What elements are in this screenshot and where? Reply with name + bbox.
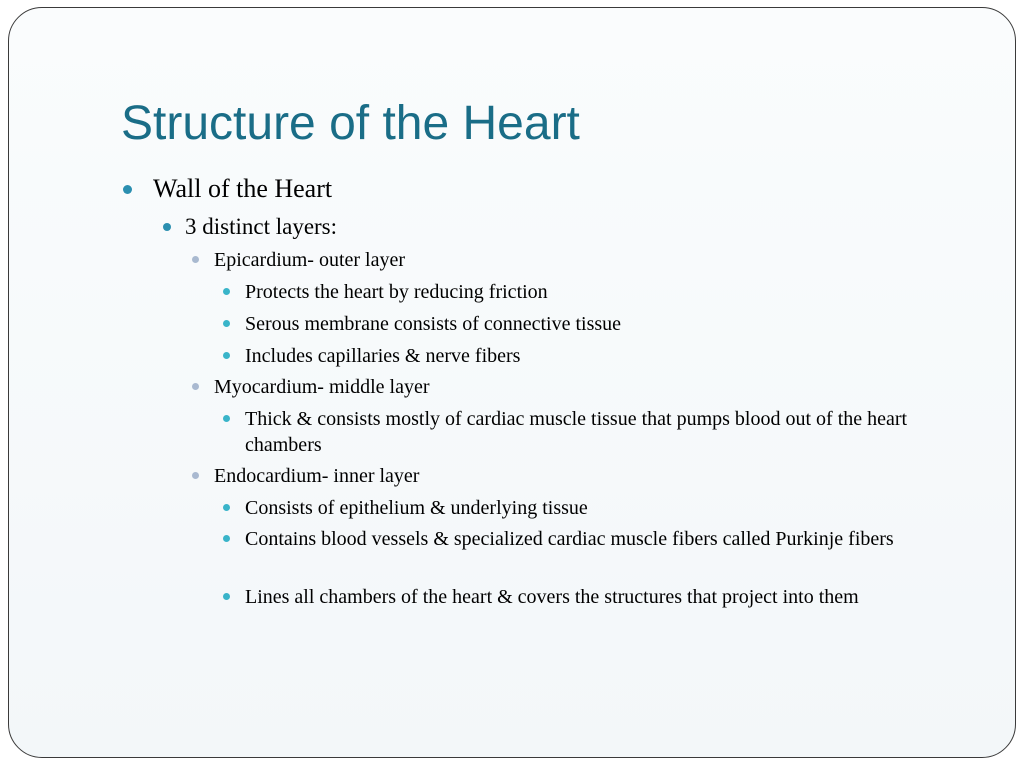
bullet-endocardium-epithelium <box>245 495 975 521</box>
bullet-text: Consists of epithelium & underlying tissue <box>245 497 588 519</box>
bullet-endocardium <box>214 463 419 489</box>
bullet-epicardium <box>214 247 405 273</box>
bullet-text: Includes capillaries & nerve fibers <box>245 345 521 367</box>
bullet-text: Contains blood vessels & specialized cardiac muscle fibers called Purkinje fibers <box>245 528 894 550</box>
bullet-dot-icon <box>223 415 230 422</box>
bullet-myocardium <box>214 374 430 400</box>
bullet-epicardium-friction <box>245 279 975 305</box>
bullet-myocardium-muscle <box>245 406 975 458</box>
slide-title: Structure of the Heart <box>121 97 580 150</box>
bullet-endocardium-purkinje <box>245 526 975 552</box>
bullet-dot-icon <box>223 352 230 359</box>
bullet-dot-icon <box>192 383 199 390</box>
bullet-dot-icon <box>223 535 230 542</box>
bullet-wall-of-heart <box>153 174 332 204</box>
bullet-text: Wall of the Heart <box>153 174 333 203</box>
bullet-dot-icon <box>192 472 199 479</box>
bullet-text: 3 distinct layers: <box>185 214 338 239</box>
bullet-epicardium-serous <box>245 311 975 337</box>
bullet-text: Protects the heart by reducing friction <box>245 281 548 303</box>
bullet-text: Myocardium- middle layer <box>214 376 430 398</box>
bullet-distinct-layers <box>185 213 337 241</box>
bullet-text: Thick & consists mostly of cardiac muscle tissue that pumps blood out of the heart chambers <box>245 408 908 456</box>
bullet-endocardium-chambers <box>245 584 975 610</box>
bullet-text: Serous membrane consists of connective tissue <box>245 313 622 335</box>
bullet-text: Endocardium- inner layer <box>214 465 420 487</box>
bullet-text: Lines all chambers of the heart & covers the structures that project into them <box>245 586 859 608</box>
bullet-dot-icon <box>123 185 132 194</box>
bullet-dot-icon <box>163 223 171 231</box>
bullet-dot-icon <box>223 288 230 295</box>
bullet-dot-icon <box>192 256 199 263</box>
bullet-dot-icon <box>223 504 230 511</box>
bullet-text: Epicardium- outer layer <box>214 249 406 271</box>
bullet-epicardium-capillaries <box>245 343 975 369</box>
bullet-dot-icon <box>223 320 230 327</box>
slide <box>8 7 1016 758</box>
bullet-dot-icon <box>223 593 230 600</box>
